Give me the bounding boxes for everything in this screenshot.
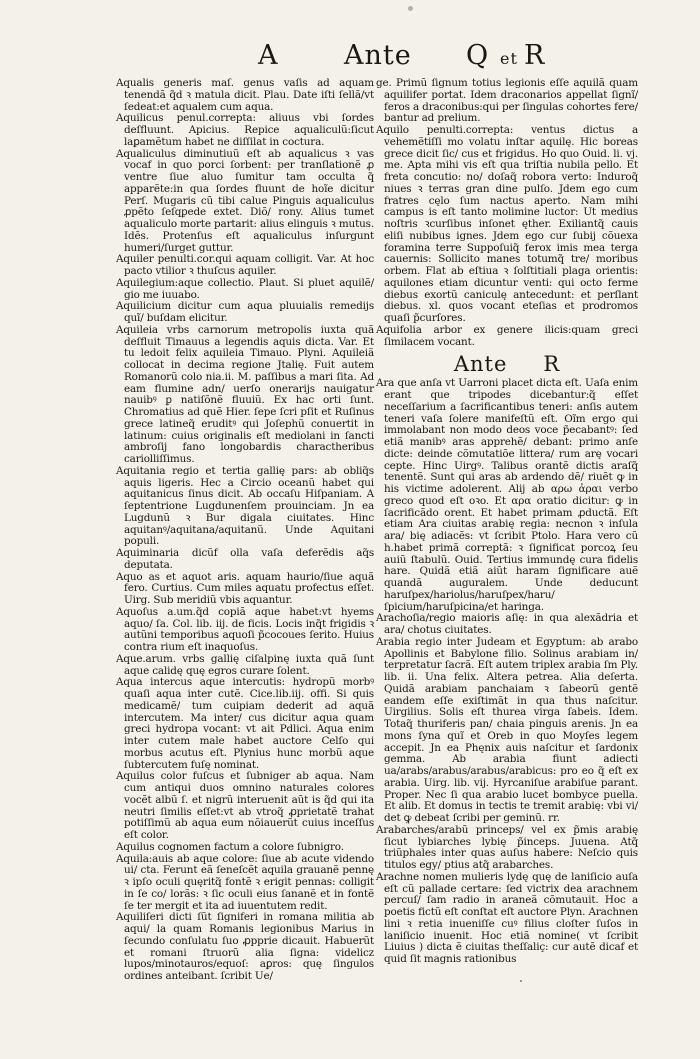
dictionary-entry: Aquo as et aquot aris. aquam haurio/ſiue aquã fero. Curtius. Cum miles aquatu profectus eſſet. Uirg. Sub meridiũ vbis aquantur. bbox=[116, 570, 374, 606]
dictionary-entry: Aquila:auis ab aque colore: ſiue ab acute videndo ui/ cta. Ferunt eã ſeneſcẽt aquila grauanẽ pennę ꝛ ipſo oculi quęritq̃ fontẽ ꝛ erigit pennas: colligit in ſe co/ lorãs: ꝛ ſic oculi eius ſananẽ et in fontẽ ſe ter mergit et ita ad iuuentutem redit. bbox=[116, 852, 374, 912]
dictionary-entry: Aquitania regio et tertia gallię pars: ab obliq̃s aquis ligeris. Hec a Circio oceanũ habet qui aquitanicus ſinus dicit. Ab occaſu Hiſpaniam. A ſeptentrione Lugdunenſem prouinciam. Jn ea Lugdunũ ꝛ Bur digala ciuitates. Hinc aquitanꝰ/aquitana/aquitanũ. Unde Aquitani populi. bbox=[116, 464, 374, 548]
dictionary-entry: Aquilicium dicitur cum aqua pluuialis remedijs quĩ/ buſdam elicitur. bbox=[116, 300, 374, 324]
section-subheader bbox=[376, 352, 638, 376]
dictionary-entry: Aqualiculus diminutiuũ eſt ab aqualicus ꝛ vas vocaf in quo porci ſorbent: per tranſlationẽ ꝓ ventre ſiue aluo ſumitur tam occulta q̃ apparẽte:in qua ſordes fluunt de hoĩe dicitur Perſ. Mugaris cũ tibi calue Pinguis aqualiculus ꝓpẽto ſeſqꝑede extet. Diõ/ rony. Alius tumet aqualiculo morte partarit: alius elinguis ꝛ mutus. Idẽs. Protenſus eſt aqualiculus inſurgunt humeri/ſurget guttur. bbox=[116, 147, 374, 254]
dictionary-entry: ge. Primũ ſignum totius legionis eſſe aquilã quam aquilifer portat. Idem draconarios appellat ſignĩ/ feros a draconibus:qui per ſingulas cohortes fere/ bantur ad prelium. bbox=[376, 77, 638, 125]
header-letter-left: A bbox=[258, 40, 279, 71]
dictionary-entry: Ara que anſa vt Uarroni placet dicta eſt. Uaſa enim erant que tripodes dicebantur:q̃ eſſet neceſſarium a ſacrificantibus teneri: anſis autem teneri vaſa ſolere manifeſtũ eſt. Oĩm ergo qui immolabant non modo deos voce p̃ecabantꝰ: ſed etiã manibꝰ aras apprehẽ/ debant: primo anſe dicte: deinde cõmutatiõe littera/ rum arę vocari cepte. Hinc Uirgꝰ. Talibus orantẽ dictis araſq̃ tenentẽ. Sunt qui aras ab ardendo dẽ/ riuẽt ꝙ in his victime adolerent. Alij ab αρω ἀραι verbo greco quod eſt oꝛo. Et αρα oratio dicitur: ꝙ in ſacrificãdo orent. Et habet primam ꝓductã. Eſt etiam Ara ciuitas arabię regia: necnon ꝛ inſula ara/ bię adiacẽs: vt ſcribit Ptolo. Hara vero cũ h.habet primã correptã: ꝛ ſignificat porcoꝝ ſeu auiũ ſtabulũ. Ouid. Tertius immundę cura fidelis hare. Quidã etiã aiũt haram ſignificare auẽ quandã auguralem. Unde deducunt haruſpex/hariolus/haruſpex/haru/ ſpicium/haruſpicina/et haringa. bbox=[376, 377, 638, 613]
paper-stain bbox=[408, 6, 413, 11]
dictionary-entry: Aquilus color fuſcus et ſubniger ab aqua. Nam cum antiqui duos omnino naturales colores vocẽt albũ ſ. et nigrũ interuenit aũt is q̃d qui ita neutri ſimilis eſſet:vt ab vtroq̃ ꝓprietatẽ trahat potiſſimũ ab aqua eum nõiauerũt cuius inceſſus eſt color. bbox=[116, 770, 374, 841]
subheader-letter: R bbox=[543, 352, 561, 377]
dictionary-entry: Aquilus cognomen factum a colore ſubnigro. bbox=[116, 840, 344, 853]
dictionary-entry: Arabarches/arabũ princeps/ vel ex p̃mis arabię ſicut lybiarches lybię p̃inceps. Juuena. Atq̃ triũphales inter quas auſus habere: Neſcio quis titulos egy/ ptius atq̃ arabarches. bbox=[376, 823, 638, 871]
dictionary-entry: Aquoſus a.um.q̃d copiã aque habet:vt hyems aquo/ ſa. Col. lib. iij. de ficis. Locis inq̃t frigidis ꝛ autũni temporibus aquoſi p̃cocoues ſerito. Huius contra rium eſt inaquoſus. bbox=[116, 605, 374, 653]
dictionary-entry: Aque.arum. vrbs gallię ciſalpinę iuxta quã ſunt aque calidę quę egros curare ſolent. bbox=[116, 652, 374, 677]
dictionary-entry: Aquileia vrbs carnorum metropolis iuxta quã deſfluit Timauus a legendis aquis dicta. Var. Et tu ledoit felix aquileia Timauo. Plyni. Aquileiã collocat in decima regione Jtalię. Fuit autem Romanorũ colo nia.ii. M. paſſibus a mari ſita. Ad eam flumine adn/ uerſo onerarijs nauigatur nauibꝰ ꝑ natiſõnẽ fluuiũ. Ex hac orti ſunt. Chromatius ad quẽ Hier. ſepe ſcri pſit et Ruſinus grece latineq̃ eruditꝰ qui Joſephũ conuertit in latinum: cuius originalis eſt mediolani in ſancti ambroſij fano longobardis charactheribus cariolliſſimus. bbox=[116, 323, 374, 465]
dictionary-entry: Aqua intercus aque intercutis: hydropũ morbꝰ quaſi aqua inter cutẽ. Cice.lib.iij. offi. Si quis medicamẽ/ tum cuipiam dederit ad aquã intercutem. Ma inter/ cus dicitur aqua quam greci hydropa vocant: vt ait Pdlici. Aqua enim inter cutem male habet auctore Celſo qui morbus acutus eſt. Plynius hunc morbũ aque ſubtercutem fuſę nominat. bbox=[116, 676, 374, 771]
dictionary-entry: Arachoſia/regio maioris aſię: in qua alexãdria et ara/ chotus ciuitates. bbox=[376, 612, 638, 636]
dictionary-entry: Aqualis generis maſ. genus vaſis ad aquam tenendã q̃d ꝛ matula dicit. Plau. Date iſti ſellã/vt ſedeat:et aqualem cum aqua. bbox=[116, 77, 374, 113]
running-header bbox=[250, 40, 590, 72]
left-column bbox=[116, 78, 374, 983]
dictionary-entry: Aquifolia arbor ex genere ilicis:quam greci ſimilacem vocant. bbox=[376, 323, 638, 348]
paper-speck bbox=[520, 980, 522, 982]
header-letter-r: R bbox=[524, 40, 546, 71]
dictionary-entry: Aquilo penulti.correpta: ventus dictus a vehemẽtiſſi mo volatu inſtar aquilę. Hic boreas grece dicit ſic/ cus et frigidus. Ho quo Ouid. li. vj. me. Apta mihi vis eſt qua triſtia nubila pello. Et freta concutio: no/ doſaq̃ robora verto: Induroq̃ niues ꝛ terras gran dine pulſo. Jdem ego cum fratres cęlo ſum nactus aperto. Nam mihi campus is eſt tanto molimine luctor: Ut medius noſtris ꝛcurſibus inſonet ęther. Exiliantq̃ cauis eliſi nubibus ignes. Jdem ego cur ſubij cõuexa foramina terre Suppoſuiq̃ ferox imis mea terga cauernis: Sollicito manes totumq̃ tre/ moribus orbem. Flat ab eſtiua ꝛ ſolſtitiali plaga orientis: aquilones etiam dicuntur venti: qui octo ferme diebus exortũ caniculę antecedunt: et perſlant diebus. xl. quos vocant eteſias et prodromos quaſi p̃curſores. bbox=[376, 124, 638, 324]
dictionary-entry: Aquilegium:aque collectio. Plaut. Si pluet aquilẽ/ gio me iuuabo. bbox=[116, 276, 374, 301]
header-letter-q: Q bbox=[466, 40, 490, 71]
dictionary-entry: Aquiminaria dicũf olla vaſa deferẽdis aq̃s deputata. bbox=[116, 547, 374, 571]
right-column bbox=[376, 78, 638, 966]
dictionary-entry: Aquiliſeri dicti ſũt ſigniferi in romana militia ab aqui/ la quam Romanis legionibus Marius in ſecundo conſulatu ſuo ꝓpprie dicauit. Habuerũt et romani ſtruorũ alia ſigna: videlicz lupos/minotauros/equoſ: aꝑros: quę ſingulos ordines anteibant. ſcribit Ue/ bbox=[116, 911, 374, 982]
dictionary-entry: Arabia regio inter Judeam et Egyptum: ab arabo Apollinis et Babylone filio. Solinus arabiam in/ terpretatur ſacrã. Eſt autem triplex arabia ſm Ply. lib. ii. Una felix. Altera petrea. Alia deſerta. Quidã arabiam panchaiam ꝛ ſabeorũ gentẽ eandem eſſe exiſtimãt in qua thus naſcitur. Uirgilius. Solis eſt thurea virga ſabeis. Idem. Totaq̃ thuriferis pan/ chaia pinguis arenis. Jn ea mons ſyna quĩ et Oreb in quo Moyſes legem accepit. Jn ea Phęnix auis naſcitur et ſardonix gemma. Ab arabia fiunt adiecti ua/arabs/arabus/arabus/arabicus: pro eo q̃ eſt ex arabia. Uirg. lib. vij. Hyrcaniſue arabiſue parant. Proper. Nec ſi qua arabio lucet bombyce puella. Et alib. Et domus in tectis te tremit arabię: vbi vi/ det ꝙ debeat ſcribi per geminũ. rr. bbox=[376, 635, 638, 824]
dictionary-entry: Aquiler penulti.cor.qui aquam colligit. Var. At hoc pacto vtilior ꝛ thuſcus aquiler. bbox=[116, 253, 374, 277]
header-word: Ante bbox=[344, 40, 412, 71]
header-et: et bbox=[500, 49, 518, 68]
subheader-word: Ante bbox=[453, 352, 508, 377]
dictionary-entry: Arachne nomen mulieris lydę quę de laniſicio auſa eſt cũ pallade certare: ſed victrix dea arachnem percuſ/ ſam radio in araneã cõmutauit. Hoc a poetis fictũ eſt conſtat eſt auctore Plyn. Arachnen lini ꝛ retia inueniſſe cuꝰ filius cloſter ſuſos in laniſicio inuenit. Hoc etiã nomine( vt ſcribit Liuius ) dicta ẽ ciuitas theſſaliç: cur autẽ dicaf et quid ſit magnis rationibus bbox=[376, 870, 638, 965]
dictionary-entry: Aquilicus penul.correpta: aliuus vbi ſordes deſfluunt. Apicius. Repice aqualiculũ:ſicut laꝑamẽtum habet ne diſſilat in coctura. bbox=[116, 112, 374, 148]
